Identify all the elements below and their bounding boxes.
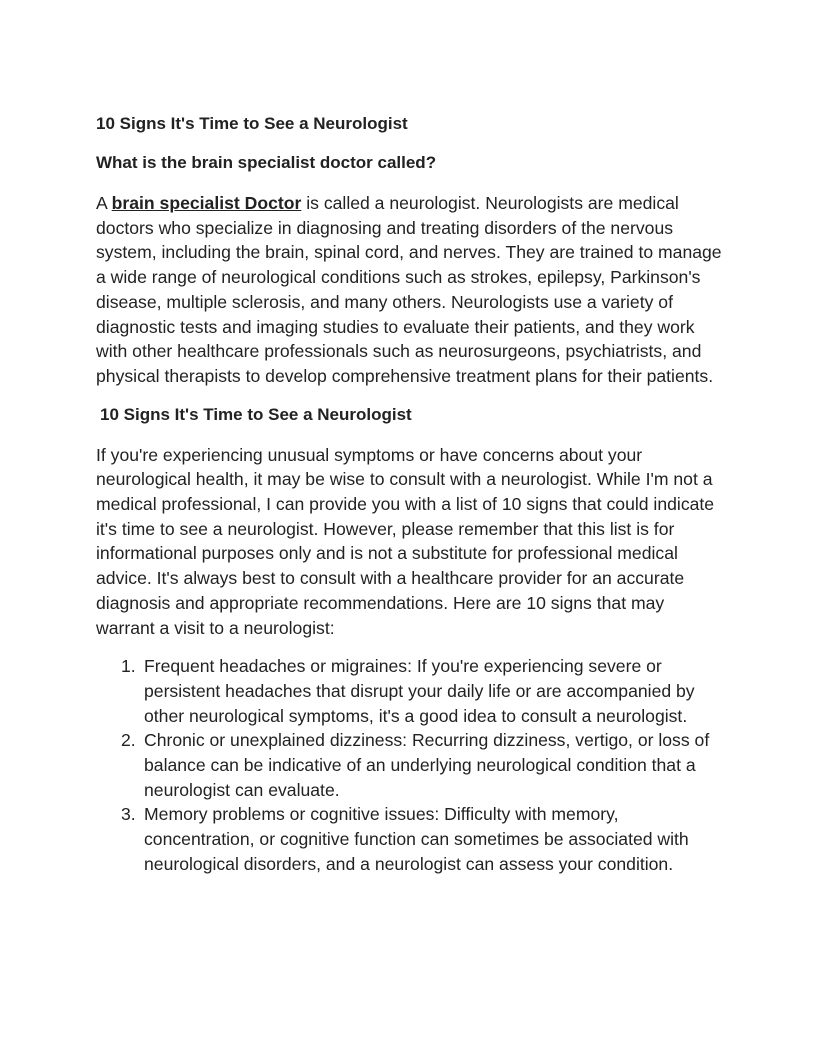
list-item [96, 728, 722, 802]
section-intro-paragraph: If you're experiencing unusual symptoms or have concerns about your neurological health, it may be wise to consult with a neurologist. While I'm not a medical professional, I can provide you with a list of 10 signs that could indicate it's time to see a neurologist. However, please remember that this list is for informational purposes only and is not a substitute for professional medical advice. It's always best to consult with a healthcare provider for an accurate diagnosis and appropriate recommendations. Here are 10 signs that may warrant a visit to a neurologist: [96, 444, 715, 638]
question-heading: What is the brain specialist doctor called? [96, 153, 437, 172]
brain-specialist-link[interactable]: brain specialist Doctor [111, 193, 302, 213]
list-item-text: Memory problems or cognitive issues: Difficulty with memory, concentration, or cognitive function can sometimes be associated with neurological disorders, and a neurologist can assess your condition. [144, 804, 689, 874]
list-item-number: 1. [121, 656, 136, 677]
intro-paragraph [96, 191, 722, 389]
list-item-text: Chronic or unexplained dizziness: Recurring dizziness, vertigo, or loss of balance can be indicative of an underlying neurological condition that a neurologist can evaluate. [144, 730, 710, 800]
list-item [96, 654, 722, 728]
section-heading: 10 Signs It's Time to See a Neurologist [100, 404, 412, 424]
signs-list [96, 654, 722, 876]
list-item-number: 2. [121, 730, 136, 751]
document-page [96, 112, 722, 877]
list-item-text: Frequent headaches or migraines: If you're experiencing severe or persistent headaches that disrupt your daily life or are accompanied by other neurological symptoms, it's a good idea to consult a neurologist. [144, 656, 695, 726]
intro-prefix: A [96, 193, 112, 213]
list-item [96, 802, 722, 876]
intro-rest: is called a neurologist. Neurologists are medical doctors who specialize in diagnosing and treating disorders of the nervous system, including the brain, spinal cord, and nerves. They are trained to manage a wide range of neurological conditions such as strokes, epilepsy, Parkinson's disease, multiple sclerosis, and many others. Neurologists use a variety of diagnostic tests and imaging studies to evaluate their patients, and they work with other healthcare professionals such as neurosurgeons, psychiatrists, and physical therapists to develop comprehensive treatment plans for their patients. [96, 193, 722, 386]
document-title: 10 Signs It's Time to See a Neurologist [96, 114, 408, 133]
list-item-number: 3. [121, 804, 136, 825]
